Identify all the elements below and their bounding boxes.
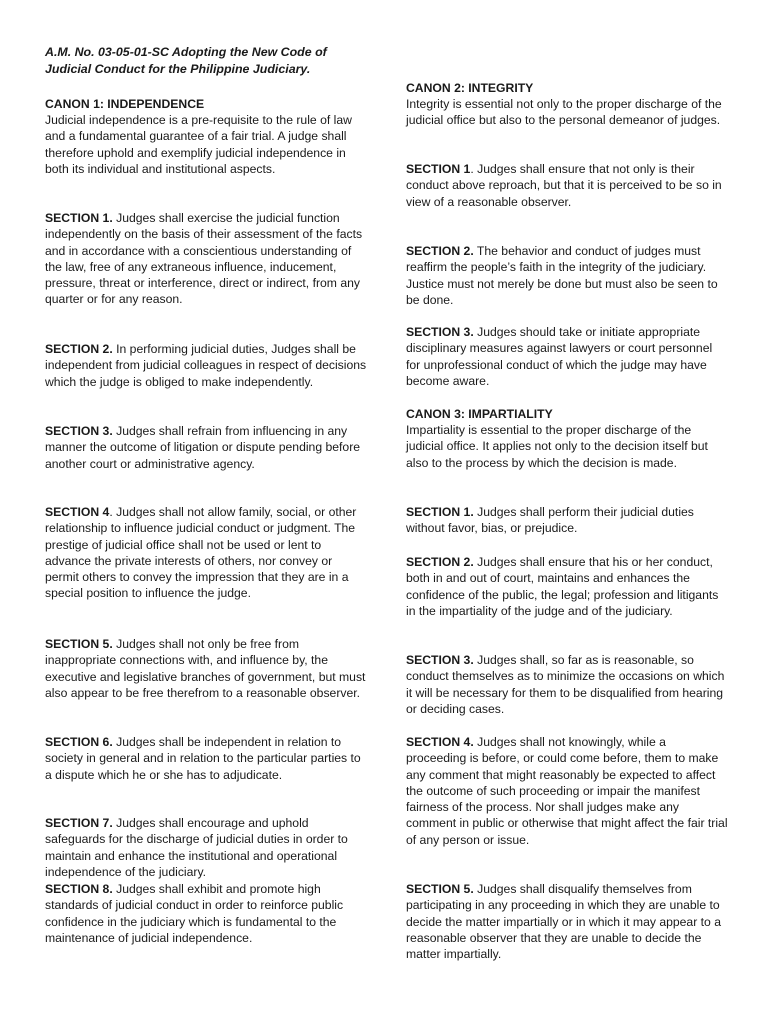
canon-3-intro: Impartiality is essential to the proper discharge of the judicial office. It applies not only to the decision itself but also to the process by which the decision is made. [406, 423, 708, 470]
section-text: Judges should take or initiate appropriate disciplinary measures against lawyers or court personnel for unprofessional conduct of which the judge may have become aware. [406, 325, 713, 388]
section-label: SECTION 7. [45, 816, 113, 830]
section-text: Judges shall ensure that his or her conduct, both in and out of court, maintains and enhances the confidence of the public, the legal; profession and litigants in the impartiality of the judge and of the judiciary. [406, 555, 719, 618]
canon-1-section-7 [45, 815, 367, 880]
section-label: SECTION 3. [45, 424, 113, 438]
canon-3-section-3 [406, 652, 728, 717]
canon-3-section-5 [406, 881, 728, 962]
section-label: SECTION 3. [406, 325, 474, 339]
section-text: Judges shall be independent in relation to society in general and in relation to the particular parties to a dispute which he or she has to adjudicate. [45, 735, 361, 782]
section-label: SECTION 4 [45, 505, 110, 519]
section-text: In performing judicial duties, Judges shall be independent from judicial colleagues in respect of decisions which the judge is obliged to make independently. [45, 342, 367, 389]
canon-1-section-1 [45, 210, 367, 308]
section-text: Judges shall exercise the judicial function independently on the basis of their assessment of the facts and in accordance with a conscientious understanding of the law, free of any extraneous influence, inducement, pressure, threat or interference, direct or indirect, from any quarter or for any reason. [45, 211, 363, 307]
section-text: Judges shall encourage and uphold safeguards for the discharge of judicial duties in order to maintain and enhance the institutional and operational independence of the judiciary. [45, 816, 348, 879]
section-label: SECTION 2. [406, 555, 474, 569]
section-label: SECTION 6. [45, 735, 113, 749]
section-text: Judges shall not knowingly, while a proceeding is before, or could come before, them to make any comment that might reasonably be expected to affect the outcome of such proceeding or impair the manifest fairness of the process. Nor shall judges make any comment in public or otherwise that might affect the fair trial of any person or issue. [406, 735, 728, 847]
canon-1-heading: CANON 1: INDEPENDENCE [45, 97, 205, 111]
canon-1-section-5 [45, 636, 367, 701]
section-label: SECTION 5. [45, 637, 113, 651]
section-label: SECTION 1. [45, 211, 113, 225]
canon-2-section-3 [406, 324, 728, 389]
section-label: SECTION 8. [45, 882, 113, 896]
section-label: SECTION 4. [406, 735, 474, 749]
section-label: SECTION 2. [45, 342, 113, 356]
canon-3-section-4 [406, 734, 728, 848]
section-text: The behavior and conduct of judges must reaffirm the people’s faith in the integrity of the judiciary. Justice must not merely be done but must also be seen to be done. [406, 244, 718, 307]
canon-1-section-2 [45, 341, 367, 390]
canon-1-section-4 [45, 504, 367, 602]
section-label: SECTION 1 [406, 162, 471, 176]
section-text: . Judges shall ensure that not only is their conduct above reproach, but that it is perceived to be so in view of a reasonable observer. [406, 162, 722, 209]
canon-3-section-2 [406, 554, 728, 619]
section-text: Judges shall perform their judicial duties without favor, bias, or prejudice. [406, 505, 694, 536]
section-text: . Judges shall not allow family, social, or other relationship to influence judicial conduct or judgment. The prestige of judicial office shall not be used or lent to advance the private interests of others, nor convey or permit others to convey the impression that they are in a special position to influence the judge. [45, 505, 357, 601]
section-label: SECTION 1. [406, 505, 474, 519]
canon-1-intro: Judicial independence is a pre-requisite to the rule of law and a fundamental guarantee of a fair trial. A judge shall therefore uphold and exemplify judicial independence in both its individual and institutional aspects. [45, 113, 352, 176]
section-text: Judges shall not only be free from inappropriate connections with, and influence by, the executive and legislative branches of government, but must also appear to be free therefrom to a reasonable observer. [45, 637, 366, 700]
section-label: SECTION 3. [406, 653, 474, 667]
canon-2-section-2 [406, 243, 728, 308]
section-label: SECTION 2. [406, 244, 474, 258]
section-text: Judges shall exhibit and promote high standards of judicial conduct in order to reinforce public confidence in the judiciary which is fundamental to the maintenance of judicial independence. [45, 882, 344, 945]
canon-1-section-8 [45, 881, 367, 946]
canon-2-heading: CANON 2: INTEGRITY [406, 81, 534, 95]
canon-1-section-3 [45, 423, 367, 472]
canon-3-section-1 [406, 504, 728, 537]
section-text: Judges shall disqualify themselves from participating in any proceeding in which they are unable to decide the matter impartially or in which it may appear to a reasonable observer that they are unable to decide the matter impartially. [406, 882, 721, 962]
document-title: A.M. No. 03-05-01-SC Adopting the New Code of Judicial Conduct for the Philippine Judiciary. [45, 45, 327, 76]
canon-2-intro: Integrity is essential not only to the proper discharge of the judicial office but also to the personal demeanor of judges. [406, 97, 722, 128]
canon-1-section-6 [45, 734, 367, 783]
section-text: Judges shall, so far as is reasonable, so conduct themselves as to minimize the occasions on which it will be necessary for them to be disqualified from hearing or deciding cases. [406, 653, 725, 716]
section-label: SECTION 5. [406, 882, 474, 896]
canon-3-heading: CANON 3: IMPARTIALITY [406, 407, 553, 421]
canon-2-section-1 [406, 161, 728, 210]
section-text: Judges shall refrain from influencing in any manner the outcome of litigation or dispute pending before another court or administrative agency. [45, 424, 361, 471]
